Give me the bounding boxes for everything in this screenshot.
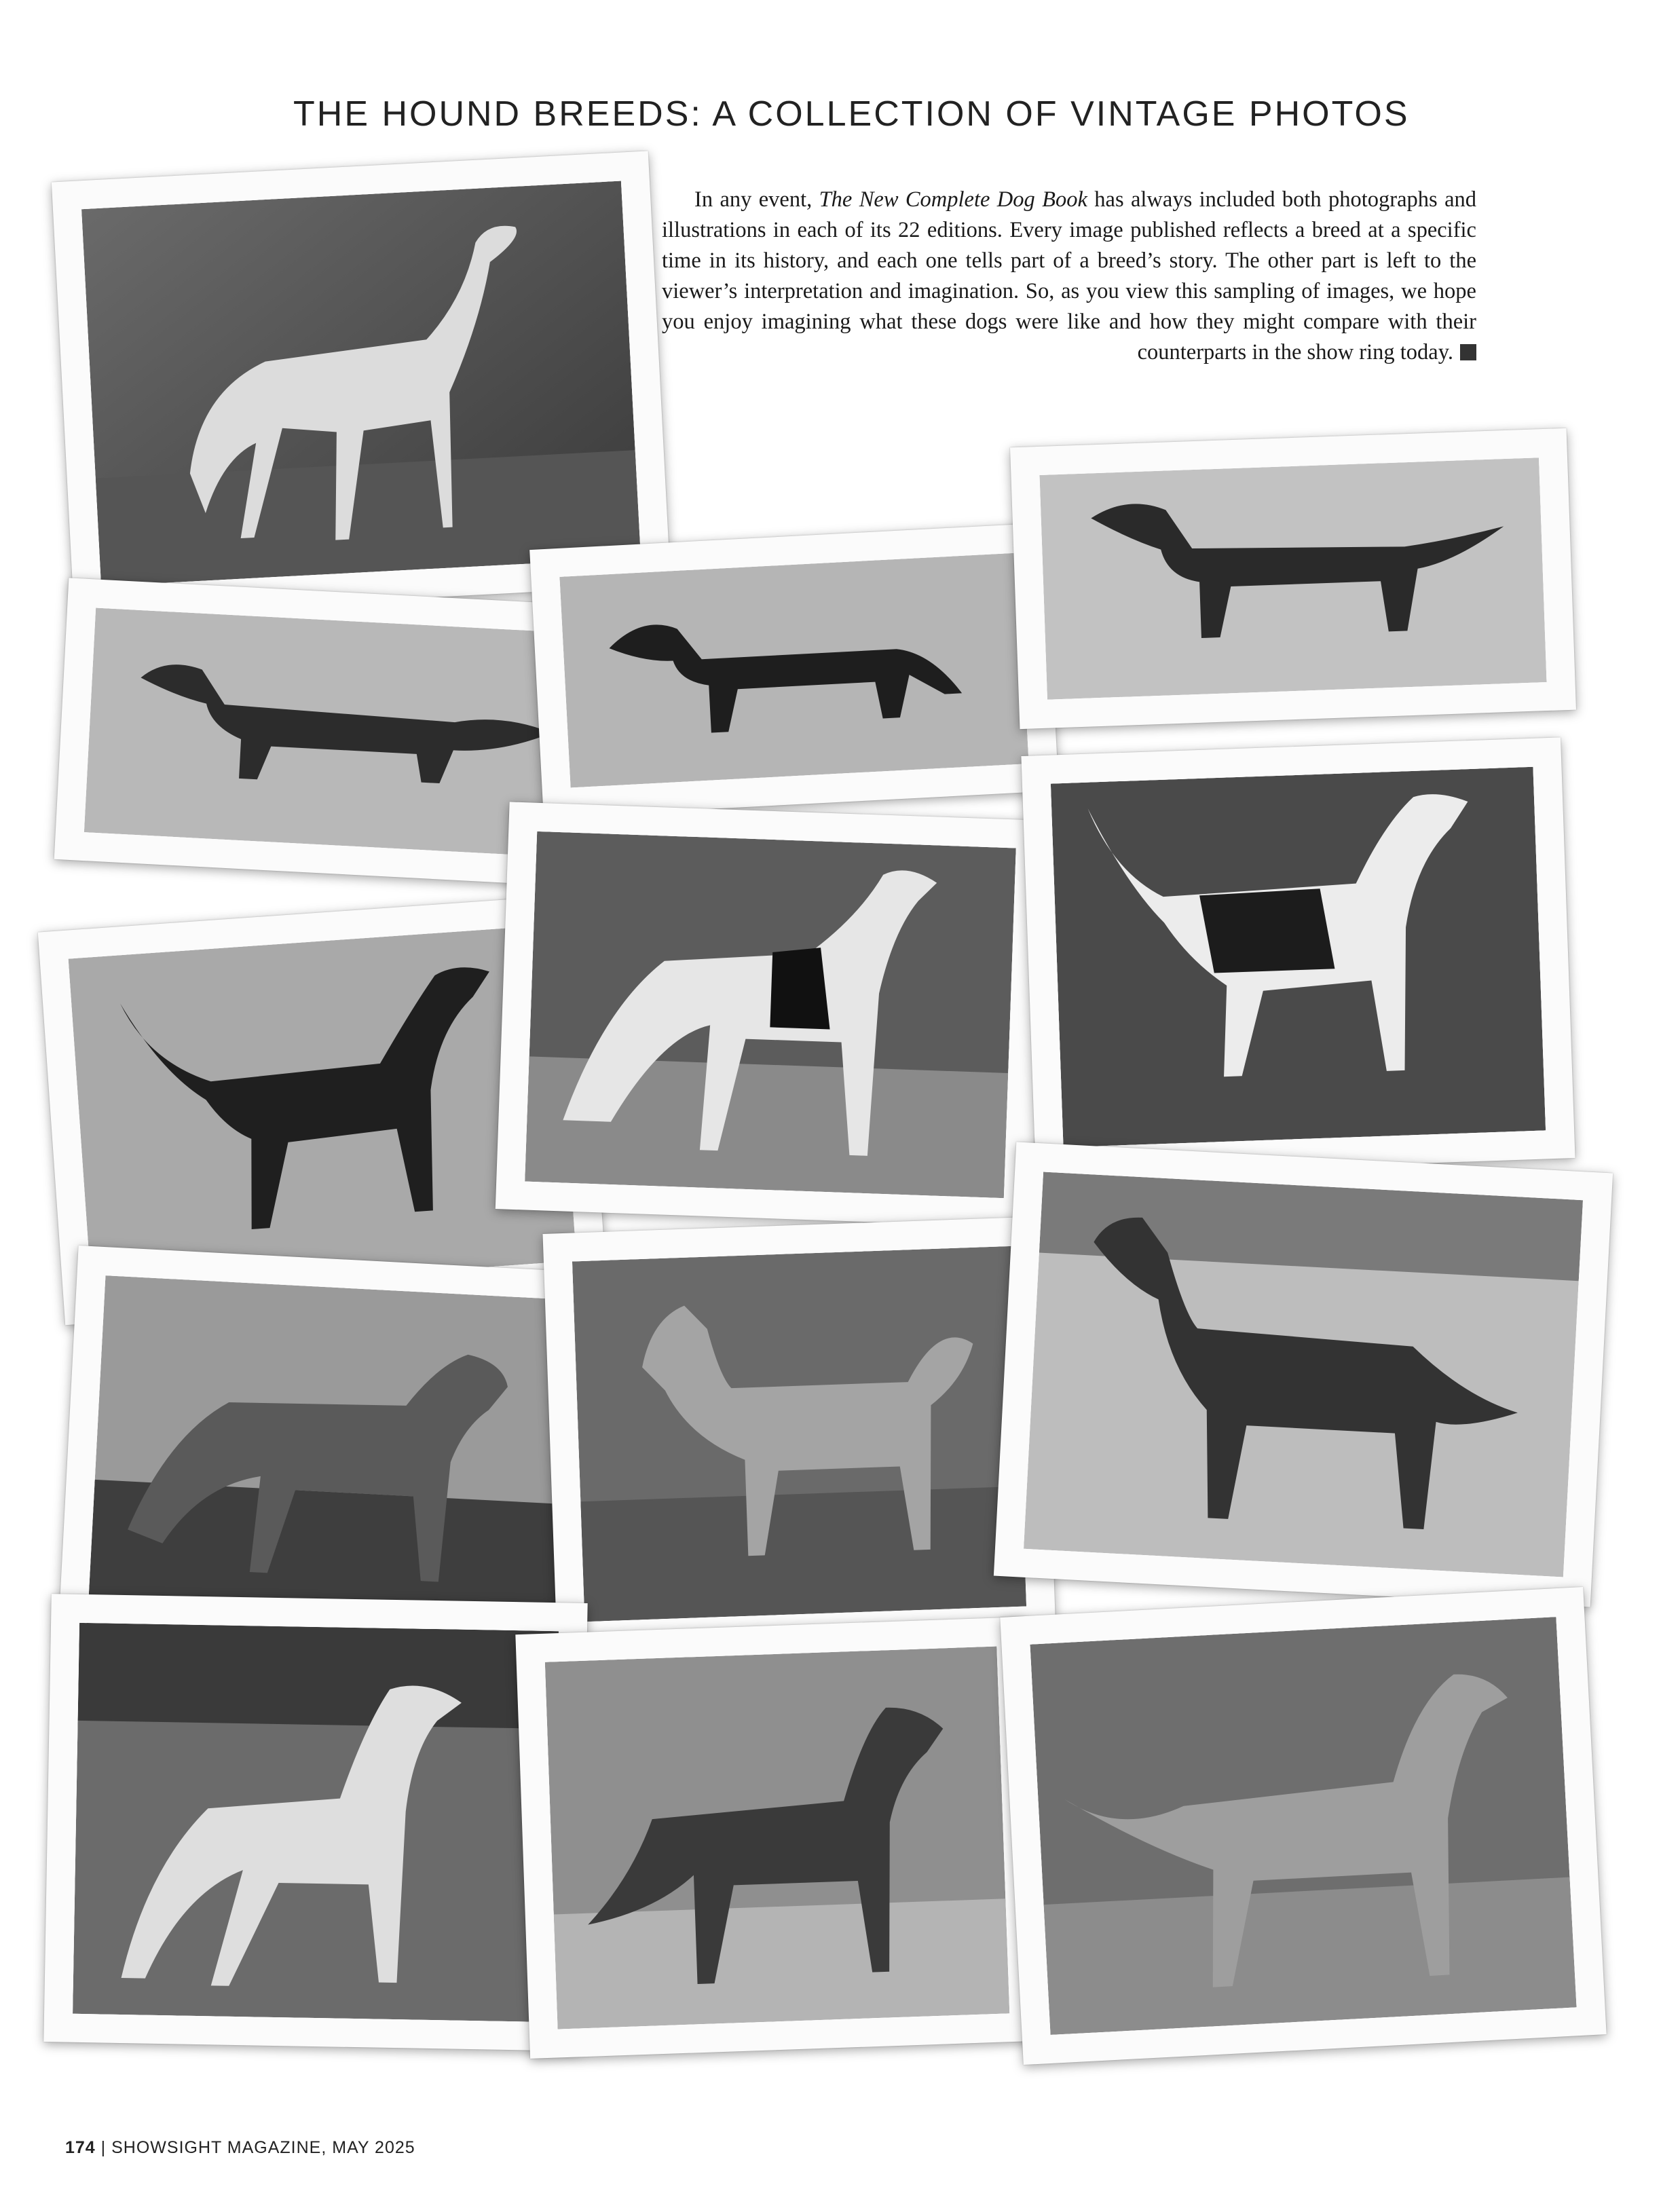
photo-whippet	[43, 1594, 587, 2051]
saluki-image	[1030, 1617, 1576, 2035]
photo-smooth-dachshund	[529, 523, 1059, 817]
photo-norwegian-elkhound	[542, 1216, 1056, 1651]
photo-greyhound	[496, 802, 1045, 1227]
end-mark-icon	[1460, 344, 1476, 360]
publication-name: SHOWSIGHT MAGAZINE, MAY 2025	[111, 2138, 415, 2157]
long-haired-dachshund-image	[84, 607, 581, 857]
foxhound-image	[1051, 767, 1546, 1147]
photo-wirehaired-dachshund	[1010, 428, 1576, 729]
otterhound-image	[88, 1275, 577, 1636]
wirehaired-dachshund-image	[1039, 457, 1546, 699]
page-number: 174	[65, 2138, 96, 2157]
intro-text-rest: has always included both photographs and illustrations in each of its 22 editions. Every image published reflects a breed at a specific time in its history, and each one tells part of a breed’s story. The other part is left to the viewer’s interpretation and imagination. So, as you view this sampling of images, we hope you enjoy imagining what these dogs were like and how they might compare with their counterparts in the show ring today.	[662, 187, 1476, 364]
photo-irish-wolfhound	[994, 1142, 1613, 1607]
norwegian-elkhound-image	[572, 1246, 1026, 1622]
scottish-deerhound-image	[545, 1647, 1009, 2029]
photo-scottish-deerhound	[515, 1617, 1039, 2059]
page-footer	[65, 2138, 415, 2158]
intro-paragraph	[662, 185, 1476, 368]
whippet-image	[73, 1623, 559, 2022]
photo-foxhound	[1021, 737, 1575, 1176]
borzoi-image	[81, 181, 641, 586]
page-title: THE HOUND BREEDS: A COLLECTION OF VINTAGE PHOTOS	[293, 94, 1410, 134]
intro-text-start: In any event,	[694, 187, 819, 212]
book-title: The New Complete Dog Book	[819, 187, 1087, 212]
irish-wolfhound-image	[1024, 1172, 1583, 1577]
smooth-dachshund-image	[559, 553, 1028, 788]
photo-borzoi	[52, 151, 671, 616]
greyhound-image	[525, 831, 1016, 1198]
footer-separator: |	[100, 2138, 107, 2157]
photo-saluki	[1000, 1587, 1606, 2065]
